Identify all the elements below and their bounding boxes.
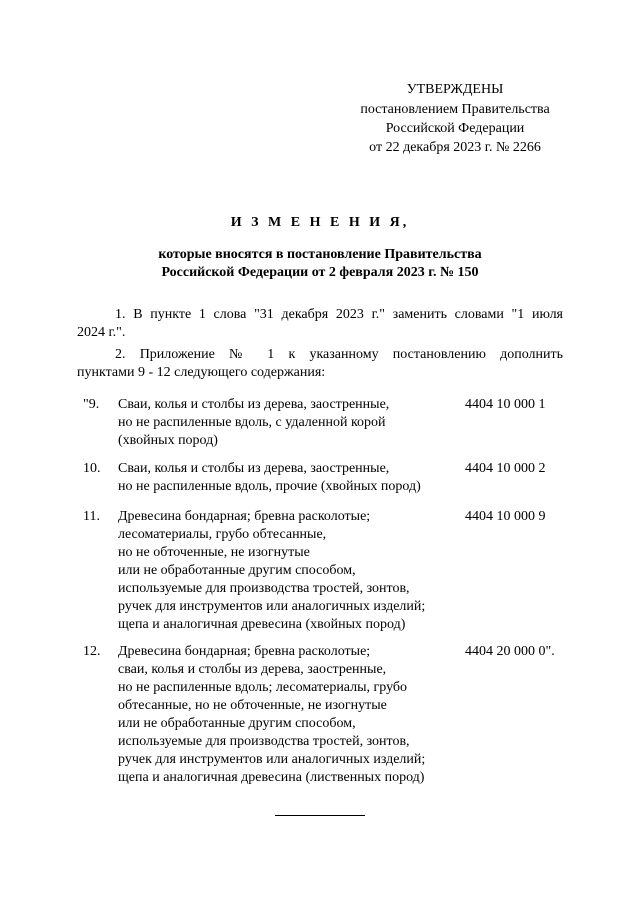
paragraph-2-line-1: 2. Приложение № 1 к указанному постановлению дополнить	[115, 347, 563, 362]
approval-line-3: от 22 декабря 2023 г. № 2266	[369, 140, 541, 155]
subtitle-line-1: которые вносятся в постановление Правительства	[158, 247, 482, 262]
item-number: 11.	[83, 509, 100, 524]
item-code: 4404 10 000 1	[465, 397, 546, 412]
item-text: Древесина бондарная; бревна расколотые; сваи, колья и столбы из дерева, заостренные, но не распиленные вдоль; лесоматериалы, грубо обтесанные, но не обточенные, не изогнутые или не обработанные другим способом, используемые для производства тростей, зонтов, ручек для инструментов или аналогичных изделий; щепа и аналогичная древесина (лиственных пород)	[118, 644, 426, 785]
paragraph-1	[77, 306, 563, 342]
paragraph-2	[77, 346, 563, 382]
document-subtitle	[0, 246, 640, 282]
item-text: Сваи, колья и столбы из дерева, заостренные, но не распиленные вдоль, прочие (хвойных пород)	[118, 461, 421, 494]
approval-block	[330, 80, 580, 157]
item-text: Древесина бондарная; бревна расколотые; лесоматериалы, грубо обтесанные, но не обточенные, не изогнутые или не обработанные другим способом, используемые для производства тростей, зонтов, ручек для инструментов или аналогичных изделий; щепа и аналогичная древесина (хвойных пород)	[118, 509, 426, 632]
item-number: "9.	[83, 397, 100, 412]
item-code: 4404 10 000 9	[465, 509, 546, 524]
paragraph-1-line-2: 2024 г.".	[77, 325, 126, 340]
item-code: 4404 20 000 0".	[465, 644, 555, 659]
closing-divider	[275, 815, 365, 816]
item-number: 12.	[83, 644, 101, 659]
paragraph-2-line-2: пунктами 9 - 12 следующего содержания:	[77, 365, 326, 380]
item-number: 10.	[83, 461, 101, 476]
subtitle-line-2: Российской Федерации от 2 февраля 2023 г. № 150	[161, 265, 479, 280]
item-text: Сваи, колья и столбы из дерева, заостренные, но не распиленные вдоль, с удаленной корой (хвойных пород)	[118, 397, 390, 448]
approval-heading: УТВЕРЖДЕНЫ	[406, 82, 504, 97]
item-code: 4404 10 000 2	[465, 461, 546, 476]
document-title: И З М Е Н Е Н И Я,	[230, 215, 410, 230]
approval-line-1: постановлением Правительства	[360, 102, 550, 117]
approval-line-2: Российской Федерации	[385, 121, 525, 136]
paragraph-1-line-1: 1. В пункте 1 слова "31 декабря 2023 г." заменить словами "1 июля	[115, 307, 563, 322]
